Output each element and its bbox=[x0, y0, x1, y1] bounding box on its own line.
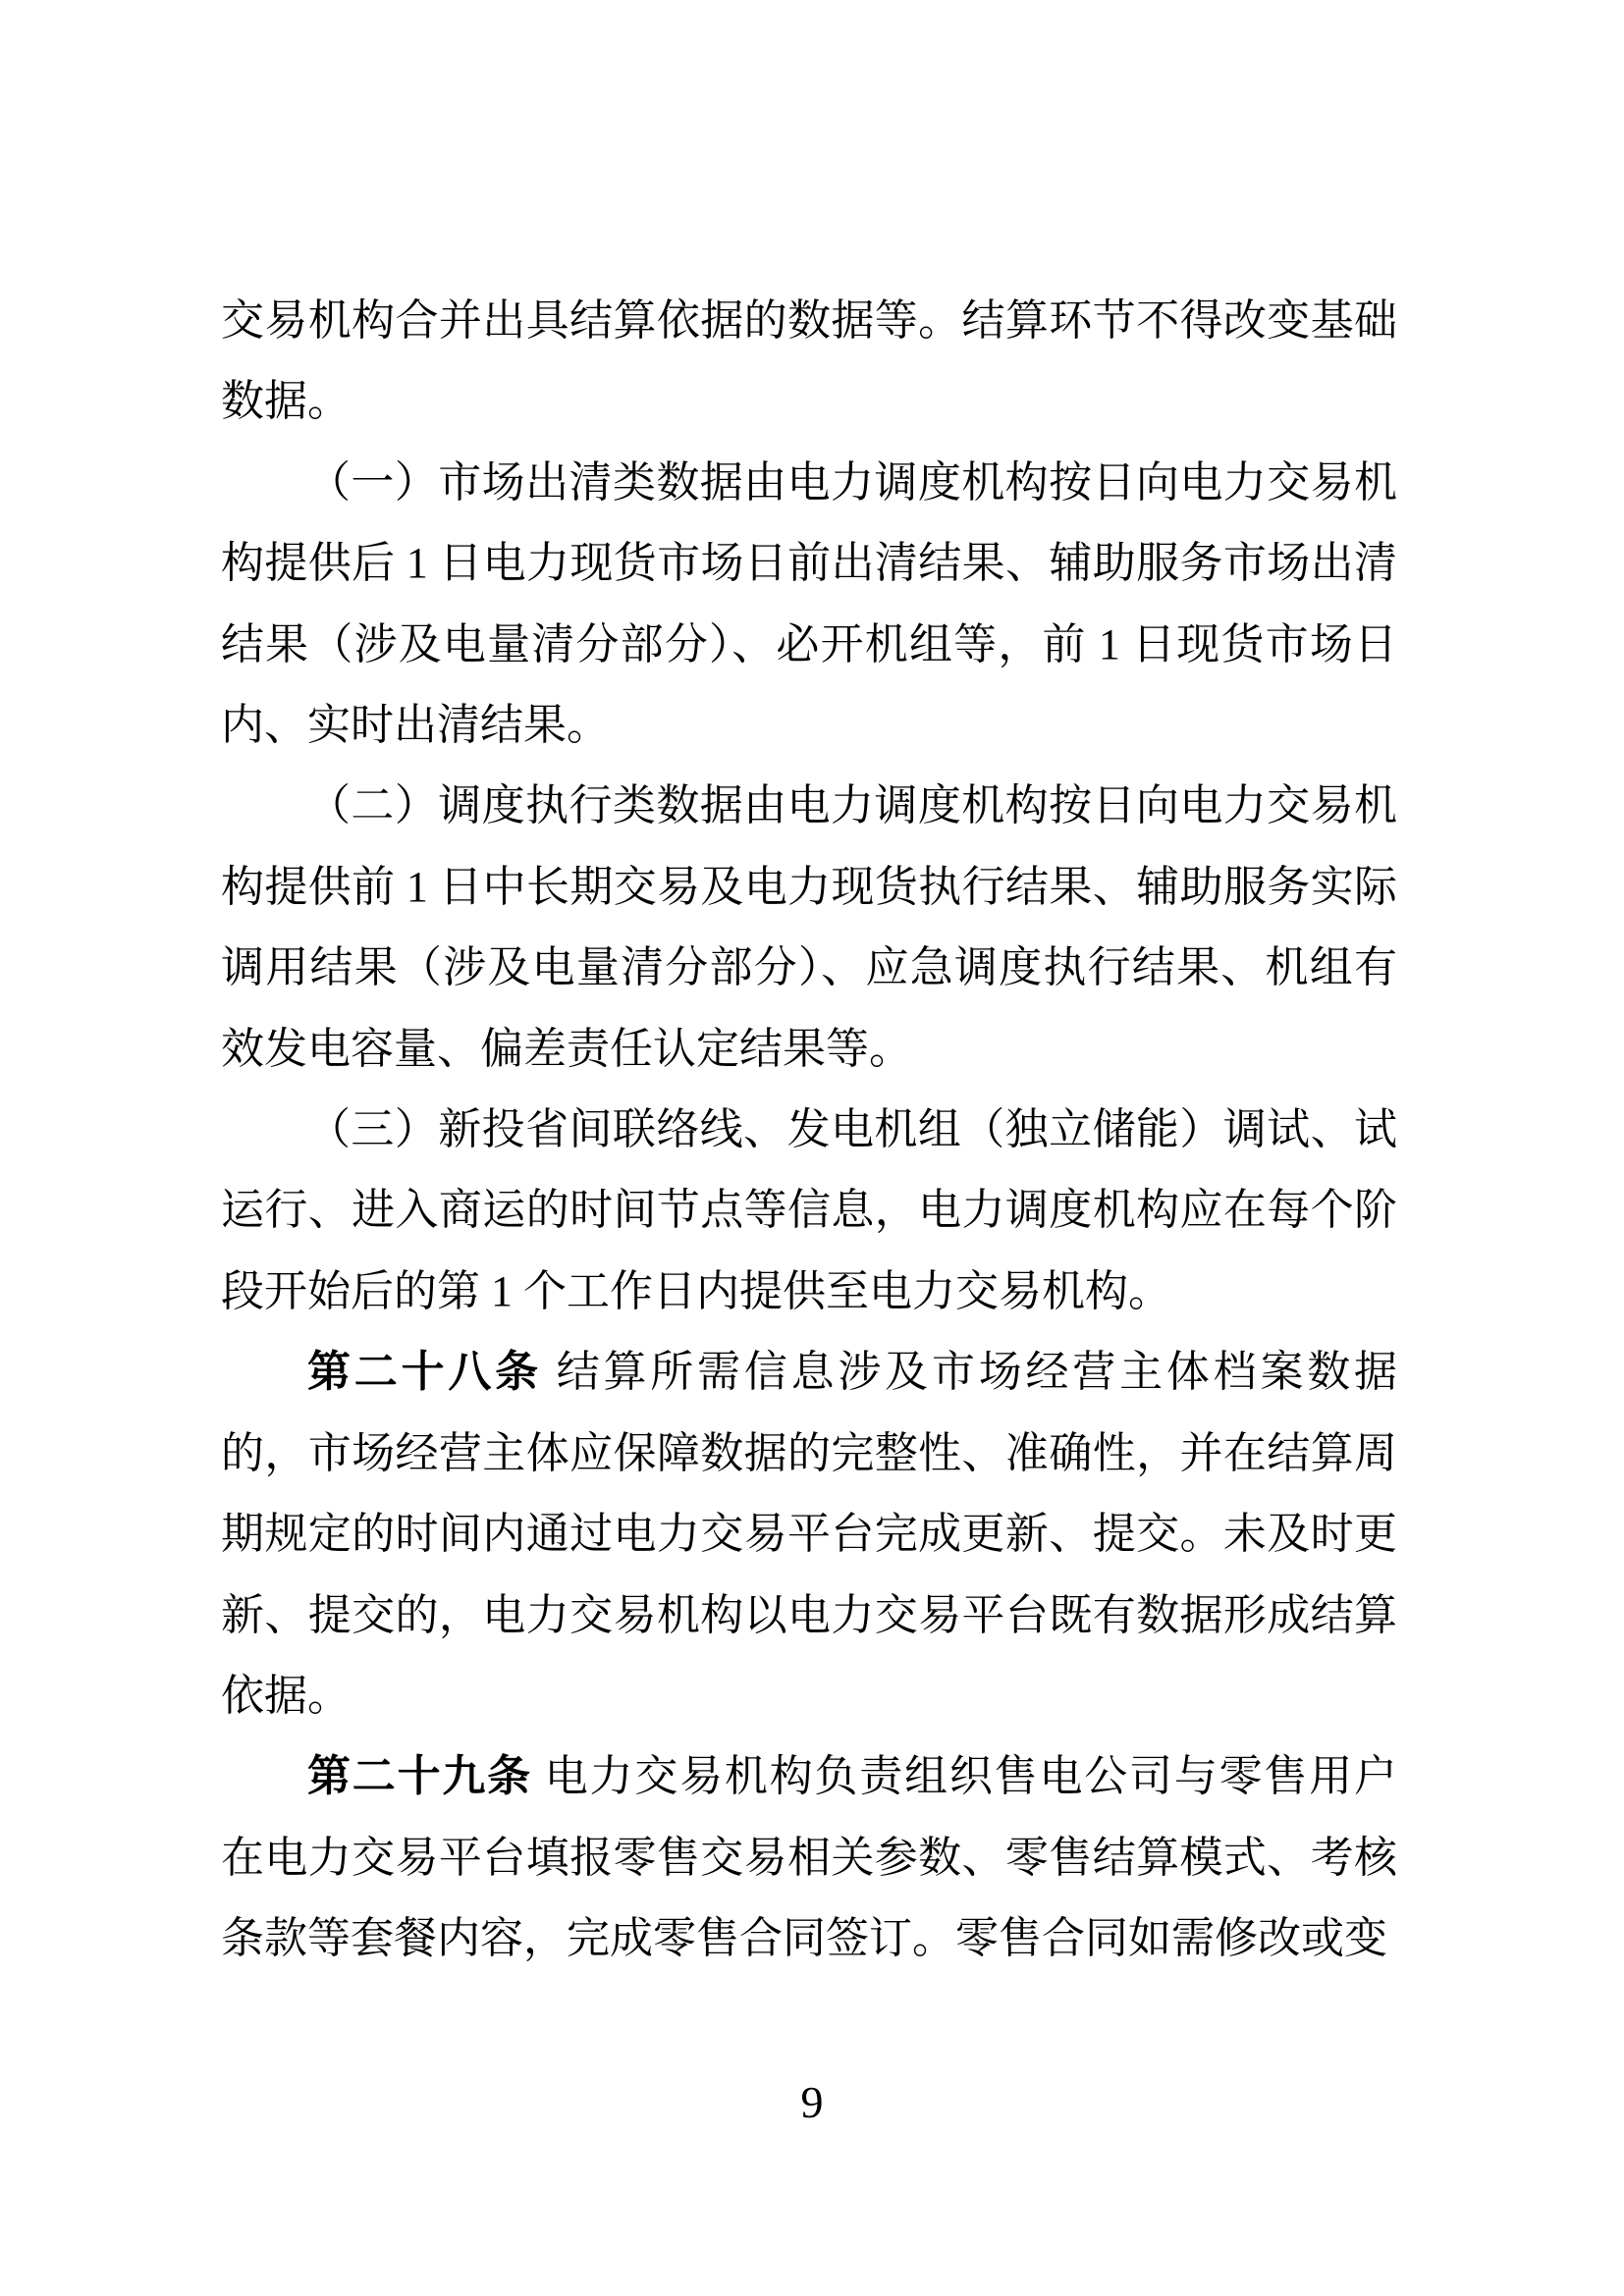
text-segment: 效发电容量、偏差责任认定结果等。 bbox=[221, 1024, 912, 1073]
text-segment: 运行、进入商运的时间节点等信息，电力调度机构应在每个阶 bbox=[221, 1186, 1397, 1235]
text-line bbox=[221, 1009, 1397, 1090]
paragraph bbox=[221, 443, 1397, 767]
text-segment: （一）市场出清类数据由电力调度机构按日向电力交易机 bbox=[307, 457, 1397, 507]
text-line bbox=[221, 523, 1397, 604]
text-segment: 依据。 bbox=[221, 1671, 351, 1720]
text-segment: （二）调度执行类数据由电力调度机构按日向电力交易机 bbox=[307, 781, 1397, 830]
text-line bbox=[221, 1898, 1397, 1979]
text-line bbox=[221, 1494, 1397, 1575]
article-number: 第二十八条 bbox=[307, 1348, 542, 1397]
text-line bbox=[221, 928, 1397, 1008]
text-line bbox=[221, 847, 1397, 928]
text-segment: 条款等套餐内容，完成零售合同签订。零售合同如需修改或变 bbox=[221, 1914, 1387, 1963]
text-line bbox=[221, 1252, 1397, 1332]
text-line bbox=[221, 1575, 1397, 1656]
paragraph bbox=[221, 766, 1397, 1090]
text-segment: 构提供前 1 日中长期交易及电力现货执行结果、辅助服务实际 bbox=[221, 862, 1397, 911]
text-segment: （三）新投省间联络线、发电机组（独立储能）调试、试 bbox=[307, 1105, 1397, 1154]
text-line bbox=[221, 281, 1397, 361]
text-line bbox=[221, 766, 1397, 846]
document-body bbox=[221, 281, 1397, 1980]
paragraph bbox=[221, 281, 1397, 443]
text-line bbox=[221, 1170, 1397, 1251]
page-number: 9 bbox=[800, 2077, 824, 2127]
text-segment: 期规定的时间内通过电力交易平台完成更新、提交。未及时更 bbox=[221, 1510, 1397, 1559]
text-segment: 段开始后的第 1 个工作日内提供至电力交易机构。 bbox=[221, 1266, 1171, 1315]
paragraph bbox=[221, 1090, 1397, 1332]
text-line bbox=[221, 605, 1397, 685]
text-segment: 内、实时出清结果。 bbox=[221, 701, 610, 750]
paragraph bbox=[221, 1736, 1397, 1979]
text-segment: 结算所需信息涉及市场经营主体档案数据 bbox=[541, 1348, 1398, 1397]
text-line bbox=[221, 443, 1397, 523]
text-segment: 新、提交的，电力交易机构以电力交易平台既有数据形成结算 bbox=[221, 1590, 1397, 1639]
text-segment: 的，市场经营主体应保障数据的完整性、准确性，并在结算周 bbox=[221, 1428, 1397, 1477]
article-number: 第二十九条 bbox=[307, 1752, 532, 1801]
text-segment: 电力交易机构负责组织售电公司与零售用户 bbox=[531, 1752, 1398, 1801]
text-segment: 调用结果（涉及电量清分部分）、应急调度执行结果、机组有 bbox=[221, 943, 1397, 992]
text-segment: 构提供后 1 日电力现货市场日前出清结果、辅助服务市场出清 bbox=[221, 539, 1397, 588]
text-segment: 交易机构合并出具结算依据的数据等。结算环节不得改变基础 bbox=[221, 296, 1397, 345]
text-line bbox=[221, 1090, 1397, 1170]
text-line bbox=[221, 1656, 1397, 1736]
text-line bbox=[221, 1818, 1397, 1898]
text-segment: 数据。 bbox=[221, 377, 351, 426]
text-segment: 在电力交易平台填报零售交易相关参数、零售结算模式、考核 bbox=[221, 1833, 1397, 1882]
text-line bbox=[221, 1736, 1397, 1817]
text-line bbox=[221, 1414, 1397, 1494]
paragraph bbox=[221, 1332, 1397, 1736]
text-line bbox=[221, 685, 1397, 766]
text-line bbox=[221, 361, 1397, 442]
text-segment: 结果（涉及电量清分部分）、必开机组等，前 1 日现货市场日 bbox=[221, 619, 1397, 668]
text-line bbox=[221, 1332, 1397, 1413]
